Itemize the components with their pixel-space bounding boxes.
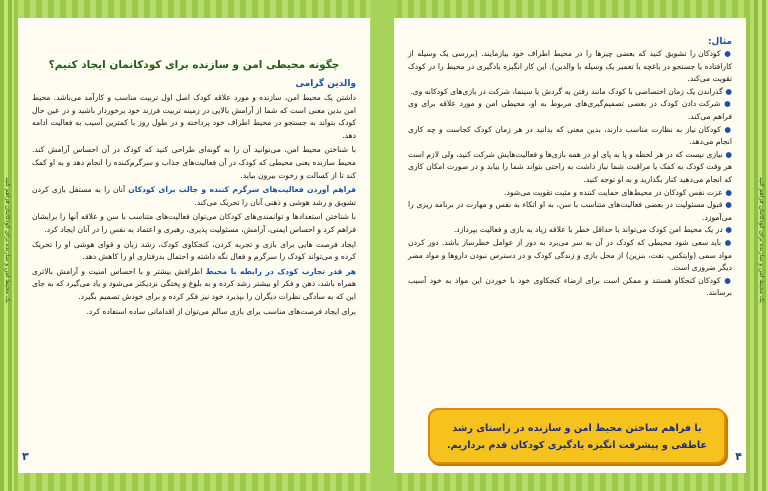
left-page-content: [32, 24, 356, 318]
page-title: چگونه محیطی امن و سازنده برای کودکانمان ایجاد کنیم؟: [48, 59, 340, 71]
list-item-text: باید سعی شود محیطی که کودک در آن به سر می‌برد به دور از عوامل خطرساز باشد. دور کردن مواد سمی (وایتکس، نفت، بنزین) از محل بازی و زندگی کودک و در دسترس نبودن داروها و مواد مضر دیگر ضروری است.: [408, 237, 732, 273]
list-item: [408, 149, 732, 187]
list-item: [408, 237, 732, 275]
list-item-text: عزت نفس کودکان در محیط‌های حمایت کننده و مثبت تقویت می‌شود.: [504, 187, 723, 197]
left-page: [18, 18, 370, 473]
callout-box: با فراهم ساختن محیط امن و سازنده در راستای رشد عاطفی و پیشرفت انگیزه یادگیری کودکان قدم برداریم.: [428, 408, 726, 464]
bullet-icon: ●: [720, 124, 732, 134]
example-label: مثال:: [707, 37, 732, 47]
right-side-strip-text: یک محیط امن و سازنده برای کودکانتان فراهم کنید: [758, 177, 765, 303]
bullet-icon: ●: [720, 99, 732, 109]
left-side-strip-text: یک محیط امن و سازنده برای کودکانتان فراهم کنید: [4, 177, 11, 303]
bullet-icon: ●: [722, 149, 732, 159]
bullet-icon: ●: [720, 275, 732, 285]
bullet-icon: ●: [720, 49, 733, 58]
section-1-followup-1: با شناختن استعدادها و توانمندی‌های کودکان می‌توان فعالیت‌های متناسب با سن و علاقه آنها را برایشان فراهم کرد و احساس ایمنی، آرامش، مسئولیت پذیری، رهبری و اعتماد به نفس را در آنان ایجاد کرد.: [32, 212, 356, 234]
list-item-text: قبول مسئولیت در بعضی فعالیت‌های متناسب با سن، به او اتکاء به نفس و مهارت در برنامه ریزی را می‌آموزد.: [408, 200, 732, 222]
left-side-strip: [0, 0, 14, 491]
section-2-text: اطرافش بیشتر و با احساس امنیت و آرامش بالاتری همراه باشد، ذهن و فکر او بیشتر رشد کرده و به بلوغ و پختگی نزدیکتر می‌شود و یاد می‌گیرد که به جای این که به سادگی نظرات دیگران را بپذیرد خود نیز فکر کرده و برای خودش تصمیم بگیرد.: [32, 266, 356, 301]
section-1-heading: فراهم آوردن فعالیت‌های سرگرم کننده و جالب برای کودکان: [128, 185, 356, 195]
section-1-text: آنان را به مستقل بازی کردن تشویق و رشد هوشی و ذهنی آنان را تحریک می‌کند.: [32, 185, 356, 207]
right-page-content: [408, 24, 732, 300]
list-item: [408, 124, 732, 149]
right-page: [394, 18, 746, 473]
list-item-text: کودکان نیاز به نظارت مناسب دارند، بدین معنی که بدانید در هر زمان کودک کجاست و چه کاری انجام می‌دهد.: [408, 124, 732, 147]
bullet-icon: ●: [722, 86, 732, 96]
list-item-text: نیازی نیست که در هر لحظه و پا به پای او در همه بازی‌ها و فعالیت‌هایش شرکت کنید، ولی لازم است هر وقت کودک به کمک یا مراقبت شما نیاز داشت به راحتی بتواند شما را بیابد و در صورت امکان کاری که انجام می‌دهید کنار بگذارید و به او توجه کنید.: [408, 149, 732, 184]
list-item-text: کودکان کنجکاو هستند و ممکن است برای ارضاء کنجکاوی خود با خوردن این مواد به خود آسیب برسانند.: [408, 275, 732, 298]
list-item-text: کودکان را تشویق کنید که بعضی چیزها را در محیط اطراف خود بیازمایند. (بررسی یک وسیله از کارافتاده یا جستجو در باغچه یا تعمیر یک وسیله با والدین). این کار انگیزه یادگیری در محیط را در کودک تقویت می‌کند.: [408, 49, 732, 84]
list-item: [408, 98, 732, 123]
intro-paragraph: داشتن یک محیط امن، سازنده و مورد علاقه کودک اصل اول تربیت مناسب و کارآمد می‌باشد. محیط امن بدین معنی است که شما از آرامش بالایی در زمینه تربیت فرزند خود برخوردار باشید و در عین حال کودک بتواند به جستجو در محیط اطراف خود پرداخته و در طول روز با کمترین آسیب به فعالیت ادامه دهد.: [32, 93, 356, 140]
right-page-number: ۴: [735, 450, 742, 463]
section-1-followup-2: ایجاد فرصت هایی برای بازی و تجربه کردن، کنجکاوی کودک، رشد زبان و قوای هوشی او را تحریک کرده و می‌تواند کودک را سرگرم و فعال نگه داشته و احتمال بدرفتاری او را کاهش دهد.: [32, 239, 356, 262]
greeting-heading: والدین گرامی: [295, 79, 356, 89]
bullet-icon: ●: [721, 237, 732, 247]
bullet-icon: ●: [722, 225, 732, 235]
bullet-icon: ●: [722, 200, 732, 210]
list-item: [408, 187, 732, 200]
bullet-icon: ●: [722, 187, 732, 197]
right-side-strip: [754, 0, 768, 491]
section-2: [32, 266, 356, 304]
bullet-list: [408, 48, 732, 300]
left-page-number: ۳: [22, 450, 29, 463]
section-2-followup-1: برای ایجاد فرصت‌های مناسب برای بازی سالم می‌توان از اقداماتی ساده استفاده کرد.: [86, 306, 356, 316]
section-2-heading: هر قدر تجارب کودک در رابطه با محیط: [205, 266, 356, 276]
list-item: [408, 48, 732, 86]
list-item: [408, 275, 732, 300]
list-item-text: شرکت دادن کودک در بعضی تصمیم‌گیری‌های مربوط به او، محیطی امن و مورد علاقه برای وی فراهم می‌کند.: [408, 99, 732, 121]
section-1: [32, 184, 356, 209]
list-item-text: گذراندن یک زمان اختصاصی با کودک مانند رفتن به گردش یا سینما، شرکت در بازی‌های کودکانه وی.: [410, 86, 723, 96]
list-item: [408, 86, 732, 99]
list-item: [408, 224, 732, 237]
list-item-text: در یک محیط امن کودک می‌تواند با حداقل خطر با علاقه زیاد به بازی و فعالیت بپردازد.: [453, 225, 723, 235]
second-paragraph: با شناختن محیط امن، می‌توانید آن را به گونه‌ای طراحی کنید که کودک در آن احساس آرامش کند. محیط سازنده یعنی محیطی که کودک در آن فعالیت‌های جذاب و سرگرم‌کننده را انجام دهد و به او کمک کند تا از کسالت و رخوت بیرون بیاید.: [32, 145, 356, 180]
list-item: [408, 199, 732, 224]
